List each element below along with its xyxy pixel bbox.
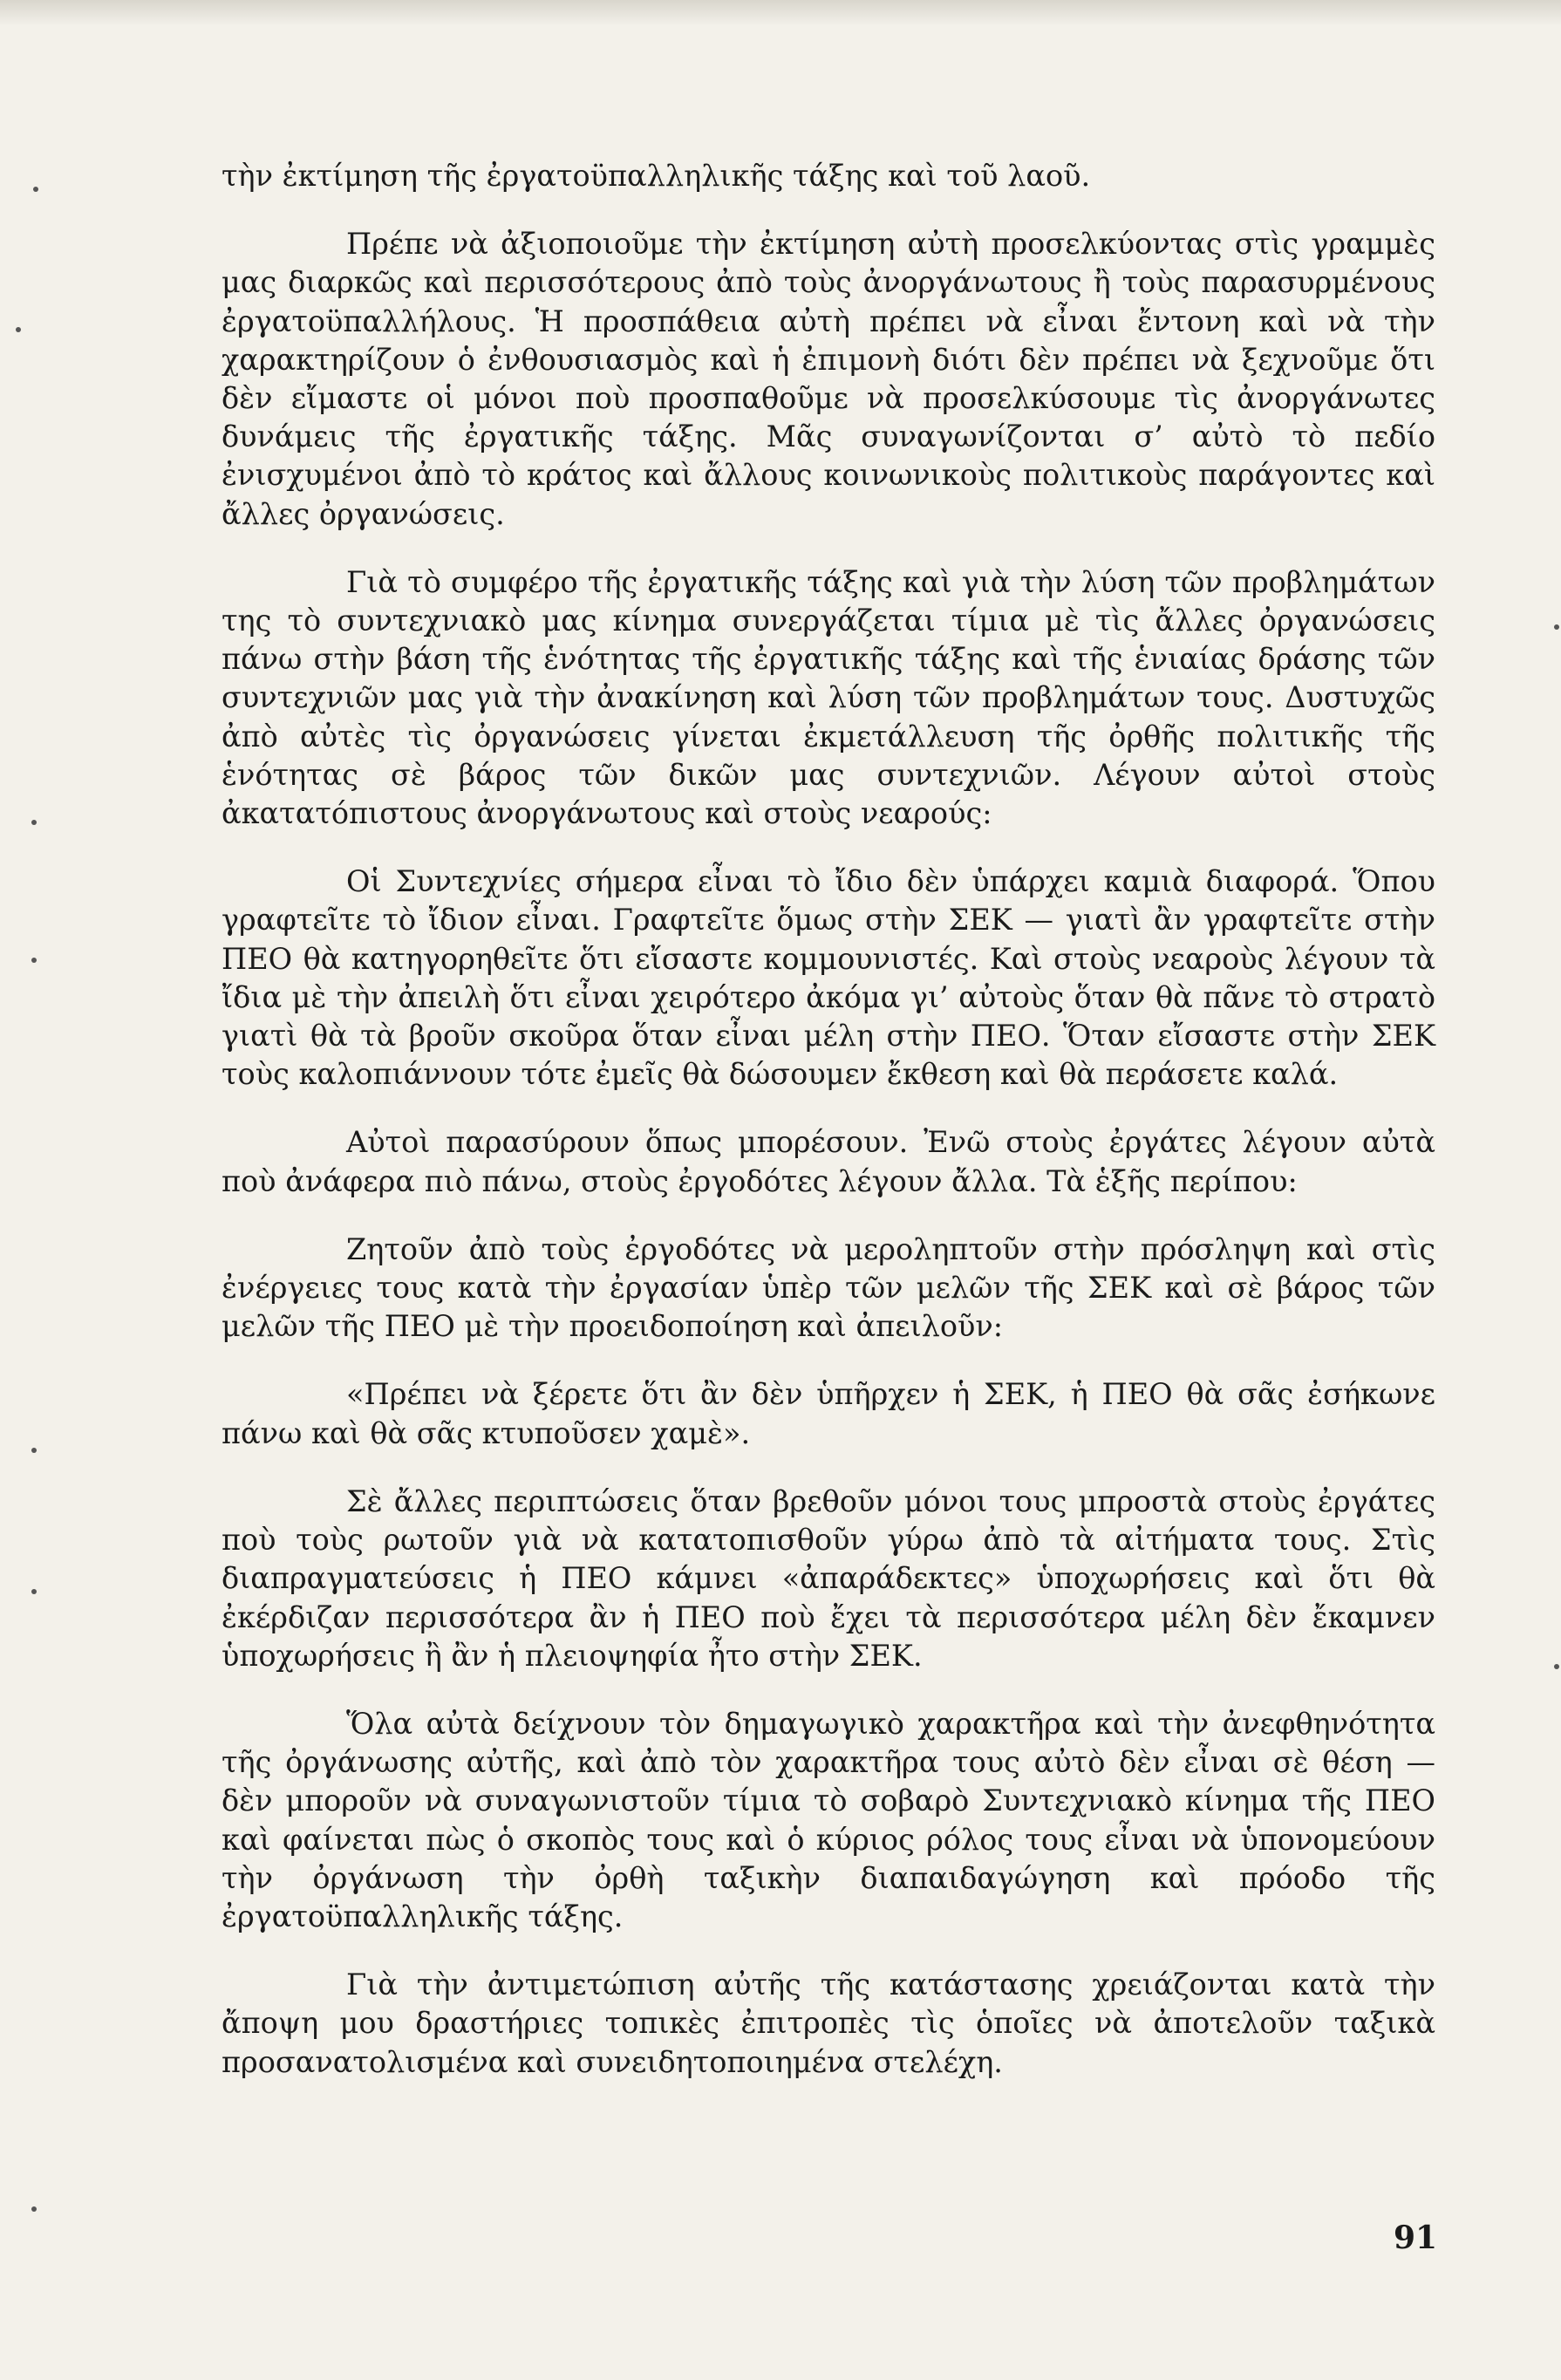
scan-speck xyxy=(1554,624,1559,630)
scan-speck xyxy=(16,327,21,332)
paragraph-7: «Πρέπει νὰ ξέρετε ὅτι ἂν δὲν ὑπῆρχεν ἡ ΣΕΚ, ἡ ΠΕΟ θὰ σᾶς ἐσήκωνε πάνω καὶ θὰ σᾶς κτυποῦσεν χαμὲ». xyxy=(222,1377,1435,1450)
page-number: 91 xyxy=(1394,2220,1438,2256)
paragraph-2: Πρέπε νὰ ἀξιοποιοῦμε τὴν ἐκτίμηση αὐτὴ προσελκύοντας στὶς γραμμὲς μας διαρκῶς καὶ περισσότερους ἀπὸ τοὺς ἀνοργάνωτους ἢ τοὺς παρασυρμένους ἐργατοϋπαλλήλους. Ἡ προσπάθεια αὐτὴ πρέπει νὰ εἶναι ἔντονη καὶ νὰ τὴν χαρακτηρίζουν ὁ ἐνθουσιασμὸς καὶ ἡ ἐπιμονὴ διότι δὲν πρέπει νὰ ξεχνοῦμε ὅτι δὲν εἴμαστε οἱ μόνοι ποὺ προσπαθοῦμε νὰ προσελκύσουμε τὶς ἀνοργάνωτες δυνάμεις τῆς ἐργατικῆς τάξης. Μᾶς συναγωνίζονται σ’ αὐτὸ τὸ πεδίο ἐνισχυμένοι ἀπὸ τὸ κράτος καὶ ἄλλους κοινωνικοὺς πολιτικοὺς παράγοντες καὶ ἄλλες ὀργανώσεις. xyxy=(222,227,1435,531)
paragraph-1: τὴν ἐκτίμηση τῆς ἐργατοϋπαλληλικῆς τάξης καὶ τοῦ λαοῦ. xyxy=(222,159,1091,193)
paragraph-9: Ὅλα αὐτὰ δείχνουν τὸν δημαγωγικὸ χαρακτῆρα καὶ τὴν ἀνεφθηνότητα τῆς ὀργάνωσης αὐτῆς, καὶ ἀπὸ τὸν χαρακτῆρα τους αὐτὸ δὲν εἶναι σὲ θέση — δὲν μποροῦν νὰ συναγωνιστοῦν τίμια τὸ σοβαρὸ Συντεχνιακὸ κίνημα τῆς ΠΕΟ καὶ φαίνεται πὼς ὁ σκοπὸς τους καὶ ὁ κύριος ρόλος τους εἶναι νὰ ὑπονομεύουν τὴν ὀργάνωση τὴν ὀρθὴ ταξικὴν διαπαιδαγώγηση καὶ πρόοδο τῆς ἐργατοϋπαλληλικῆς τάξης. xyxy=(222,1706,1435,1933)
paragraph-6: Ζητοῦν ἀπὸ τοὺς ἐργοδότες νὰ μεροληπτοῦν στὴν πρόσληψη καὶ στὶς ἐνέργειες τους κατὰ τὴν ἐργασίαν ὑπὲρ τῶν μελῶν τῆς ΣΕΚ καὶ σὲ βάρος τῶν μελῶν τῆς ΠΕΟ μὲ τὴν προειδοποίηση καὶ ἀπειλοῦν: xyxy=(222,1231,1435,1344)
scan-speck xyxy=(1554,1664,1559,1669)
paragraph-10: Γιὰ τὴν ἀντιμετώπιση αὐτῆς τῆς κατάστασης χρειάζονται κατὰ τὴν ἄποψη μου δραστήριες τοπικὲς ἐπιτροπὲς τὶς ὁποῖες νὰ ἀποτελοῦν ταξικὰ προσανατολισμένα καὶ συνειδητοποιημένα στελέχη. xyxy=(222,1967,1435,2079)
scan-speck xyxy=(31,1448,37,1453)
scan-speck xyxy=(31,820,37,825)
scan-speck xyxy=(31,1589,37,1594)
body-text xyxy=(222,157,1435,2082)
scan-speck xyxy=(31,958,37,963)
paragraph-3: Γιὰ τὸ συμφέρο τῆς ἐργατικῆς τάξης καὶ γιὰ τὴν λύση τῶν προβλημάτων της τὸ συντεχνιακὸ μας κίνημα συνεργάζεται τίμια μὲ τὶς ἄλλες ὀργανώσεις πάνω στὴν βάση τῆς ἑνότητας τῆς ἐργατικῆς τάξης καὶ τῆς ἑνιαίας δράσης τῶν συντεχνιῶν μας γιὰ τὴν ἀνακίνηση καὶ λύση τῶν προβλημάτων τους. Δυστυχῶς ἀπὸ αὐτὲς τὶς ὀργανώσεις γίνεται ἐκμετάλλευση τῆς ὀρθῆς πολιτικῆς τῆς ἑνότητας σὲ βάρος τῶν δικῶν μας συντεχνιῶν. Λέγουν αὐτοὶ στοὺς ἀκατατόπιστους ἀνοργάνωτους καὶ στοὺς νεαρούς: xyxy=(222,564,1435,831)
paragraph-8: Σὲ ἄλλες περιπτώσεις ὅταν βρεθοῦν μόνοι τους μπροστὰ στοὺς ἐργάτες ποὺ τοὺς ρωτοῦν γιὰ νὰ κατατοπισθοῦν γύρω ἀπὸ τὰ αἰτήματα τους. Στὶς διαπραγματεύσεις ἡ ΠΕΟ κάμνει «ἀπαράδεκτες» ὑποχωρήσεις καὶ ὅτι θὰ ἐκέρδιζαν περισσότερα ἂν ἡ ΠΕΟ ποὺ ἔχει τὰ περισσότερα μέλη δὲν ἔκαμνεν ὑποχωρήσεις ἢ ἂν ἡ πλειοψηφία ἦτο στὴν ΣΕΚ. xyxy=(222,1483,1435,1673)
scan-speck xyxy=(33,187,38,192)
scan-edge-shadow xyxy=(0,0,1561,26)
scan-speck xyxy=(31,2206,37,2212)
paragraph-5: Αὐτοὶ παρασύρουν ὅπως μπορέσουν. Ἐνῶ στοὺς ἐργάτες λέγουν αὐτὰ ποὺ ἀνάφερα πιὸ πάνω, στοὺς ἐργοδότες λέγουν ἄλλα. Τὰ ἑξῆς περίπου: xyxy=(222,1125,1435,1198)
paragraph-4: Οἱ Συντεχνίες σήμερα εἶναι τὸ ἴδιο δὲν ὑπάρχει καμιὰ διαφορά. Ὅπου γραφτεῖτε τὸ ἴδιον εἶναι. Γραφτεῖτε ὅμως στὴν ΣΕΚ — γιατὶ ἂν γραφτεῖτε στὴν ΠΕΟ θὰ κατηγορηθεῖτε ὅτι εἴσαστε κομμουνιστές. Καὶ στοὺς νεαροὺς λέγουν τὰ ἴδια μὲ τὴν ἀπειλὴ ὅτι εἶναι χειρότερο ἀκόμα γι’ αὐτοὺς ὅταν θὰ πᾶνε τὸ στρατὸ γιατὶ θὰ τὰ βροῦν σκοῦρα ὅταν εἶναι μέλη στὴν ΠΕΟ. Ὅταν εἴσαστε στὴν ΣΕΚ τοὺς καλοπιάννουν τότε ἐμεῖς θὰ δώσουμεν ἔκθεση καὶ θὰ περάσετε καλά. xyxy=(222,864,1435,1092)
